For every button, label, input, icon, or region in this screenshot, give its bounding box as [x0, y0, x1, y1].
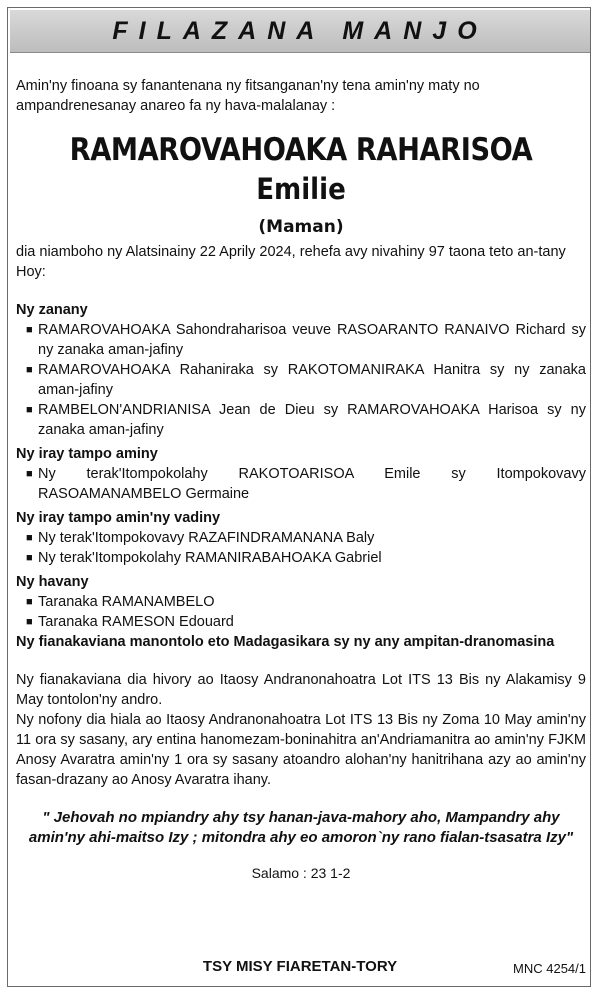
bullet-icon: ■ — [26, 468, 33, 480]
bullet-icon: ■ — [26, 596, 33, 608]
group-heading: Ny zanany — [16, 302, 88, 318]
group-heading: Ny havany — [16, 574, 89, 590]
list-item: ■ Ny terak'Itompokolahy RAKOTOARISOA Emile sy Itompokovavy RASOAMANAMBELO Germaine — [26, 466, 586, 502]
gathering-paragraph: Ny fianakaviana dia hivory ao Itaosy Andranonahoatra Lot ITS 13 Bis ny Alakamisy 9 May tontolon'ny andro. — [16, 672, 586, 708]
list-item: ■ Ny terak'Itompokolahy RAMANIRABAHOAKA Gabriel — [26, 550, 382, 566]
intro-text: Amin'ny finoana sy fanantenana ny fitsanganan'ny tena amin'ny maty no ampandrenesanay anareo fa ny hava-malalanay : — [16, 78, 480, 114]
list-item: ■ Taranaka RAMANAMBELO — [26, 594, 215, 610]
list-item: ■ Ny terak'Itompokovavy RAZAFINDRAMANANA Baly — [26, 530, 375, 546]
bullet-icon: ■ — [26, 552, 33, 564]
list-item: ■ Taranaka RAMESON Edouard — [26, 614, 234, 630]
notice-body — [16, 76, 586, 897]
deceased-name-block — [16, 130, 586, 242]
deceased-nickname: (Maman) — [258, 217, 344, 237]
notice-title: FILAZANA MANJO — [112, 16, 488, 45]
deceased-first-name: Emilie — [256, 172, 346, 206]
death-announcement: dia niamboho ny Alatsinainy 22 Aprily 2024, rehefa avy nivahiny 97 taona teto an-tany — [16, 244, 566, 260]
deceased-surname: RAMAROVAHOAKA RAHARISOA — [69, 132, 533, 168]
bullet-icon: ■ — [26, 404, 33, 416]
notice-footer — [10, 958, 590, 978]
hoy-label: Hoy: — [16, 264, 46, 280]
bullet-icon: ■ — [26, 532, 33, 544]
bullet-icon: ■ — [26, 364, 33, 376]
signature-line: TSY MISY FIARETAN-TORY — [202, 958, 398, 975]
scripture-reference: Salamo : 23 1-2 — [251, 865, 351, 881]
funeral-paragraph: Ny nofony dia hiala ao Itaosy Andranonahoatra Lot ITS 13 Bis ny Zoma 10 May amin'ny 11 ora sy sasany, ary entina hanomezam-boninahitra an'Andriamanitra ao amin'ny FJKM Anosy Avaratra amin'ny 1 ora sy sasany atoandro alohan'ny hanitrihana azy ao amin'ny fasan-drazany ao Anosy Avaratra ihany. — [16, 712, 586, 788]
group-heading: Ny iray tampo amin'ny vadiny — [16, 510, 221, 526]
list-item: ■ RAMAROVAHOAKA Rahaniraka sy RAKOTOMANIRAKA Hanitra sy ny zanaka aman-jafiny — [26, 362, 586, 398]
family-group-spouse-siblings — [16, 508, 586, 568]
family-group-siblings — [16, 444, 586, 504]
bullet-icon: ■ — [26, 324, 33, 336]
closing-heading: Ny fianakaviana manontolo eto Madagasikara sy ny any ampitan-dranomasina — [16, 634, 555, 650]
family-group-children — [16, 300, 586, 440]
reference-code: MNC 4254/1 — [513, 961, 586, 976]
scripture-quote: " Jehovah no mpiandry ahy tsy hanan-java-mahory aho, Mampandry ahy amin'ny ahi-maitso Izy ; mitondra ahy eo amoron`ny rano fialan-tsasatra Izy" — [28, 809, 574, 846]
family-group-relatives — [16, 572, 586, 632]
group-heading: Ny iray tampo aminy — [16, 446, 158, 462]
list-item: ■ RAMAROVAHOAKA Sahondraharisoa veuve RASOARANTO RANAIVO Richard sy ny zanaka aman-jafiny — [26, 322, 586, 358]
notice-header — [10, 10, 590, 53]
bullet-icon: ■ — [26, 616, 33, 628]
list-item: ■ RAMBELON'ANDRIANISA Jean de Dieu sy RAMAROVAHOAKA Harisoa sy ny zanaka aman-jafiny — [26, 402, 586, 438]
